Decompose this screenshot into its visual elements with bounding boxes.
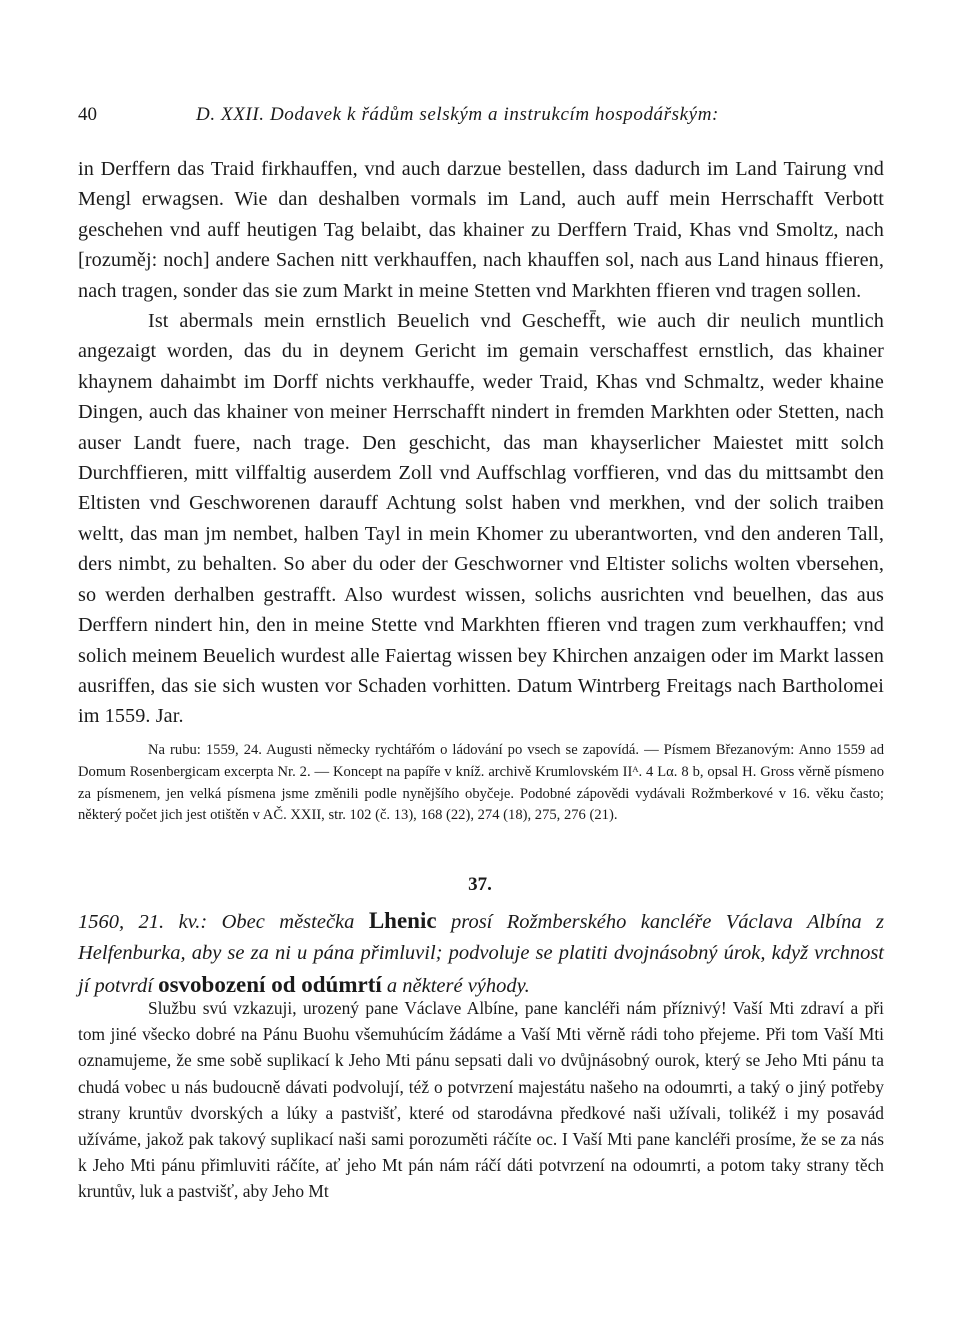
regest-text: a některé výhody. <box>381 975 530 997</box>
paragraph: Ist abermals mein ernstlich Beuelich vnd Gescheff̄t, wie auch dir neulich muntlich angezaigt worden, das du in deynem Gericht im gemain verschaffest ernstlich, das khainer khaynem dahaimbt im Dorff nichts verkhauffe, weder Traid, Khas vnd Schmaltz, weder khaine Dingen, auch das khainer von meiner Herrschafft nindert in fremden Markhten oder Stetten, nach auser Landt fuere, nach trage. Den geschicht, das man khayserlicher Maiestet mitt solch Durchffieren, mitt vilffaltig auserdem Zoll vnd Auffschlag vorffieren, vnd das du mittsambt den Eltisten vnd Geschworenen darauff Achtung solst haben vnd merkhen, vnd der solich traiben weltt, das man jm nembet, halben Tayl in mein Khomer zu uberantworten, vnd den anderen Tall, ders nimbt, zu behalten. So aber du oder der Geschworner vnd Eltister solichs wolten vbersehen, so werden derhalben gestrafft. Also wurdest wissen, solichs ausrichten vnd beuelhen, das aus Derffern nindert hin, den in meine Stette vnd Markhten ffieren vnd tragen zum verkhauffen; vnd solich meinem Beuelich wurdest alle Faiertag wissen bey Khirchen anzaigen oder im Markt lassen ausriffen, das sie sich wusten vor Schaden vorhitten. Datum Wintrberg Freitags nach Bartholomei im 1559. Jar. <box>78 310 884 728</box>
document-number: 37. <box>468 874 492 895</box>
charter-text <box>78 995 884 1205</box>
document-regest <box>78 905 884 1002</box>
page-header <box>78 104 884 132</box>
charter-body: Službu svú vzkazuji, urozený pane Václave Albíne, pane kancléři nám příznivý! Vaší Mti zdraví a při tom jiné všecko dobré na Pánu Buohu všemuhúcím žádáme a Vaší Mti věrně rádi toho přejeme. Při tom Vaší Mti oznamujeme, že sme sobě suplikací k Jeho Mti pánu sepsati dali vo dvůjnásobný ourok, který se Jeho Mti pánu ta chudá vobec u nás budoucně dávati podvolují, též o potvrzení majestátu našeho na odoumrti, a taký o jiný potřeby strany kruntův dvorských a lúky a pastvišť, které od starodávna předkové naši užívali, tolikéž i my posavád užíváme, jakož pak takový suplikací naši sami porozuměti ráčíte oc. I Vaší Mti pane kancléři prosíme, že se za nás k Jeho Mti pánu přimluviti ráčíte, ať jeho Mt pán nám ráčí dáti potvrzení na odoumrti, a potom taky strany těch kruntův, luk a pastvišť, aby Jeho Mt <box>78 998 884 1202</box>
regest-text: 1560, 21. kv.: Obec městečka <box>78 911 369 933</box>
main-text <box>78 154 884 732</box>
footnote <box>78 740 884 827</box>
page-number: 40 <box>78 104 97 125</box>
regest-place-name: Lhenic <box>368 908 437 933</box>
running-head: D. XXII. Dodavek k řádům selským a instrukcím hospodářským: <box>196 104 719 125</box>
footnote-text: Na rubu: 1559, 24. Augusti německy rychtářóm o ládování po vsech se zapovídá. — Písmem Březanovým: Anno 1559 ad Domum Rosenbergicam excerpta Nr. 2. — Koncept na papíře v kníž. archivě Krumlovském IIᴬ. 4 Lα. 8 b, opsal H. Gross věrně písmeno za písmenem, jen velká písmena jsme změnili podle nynějšího obyčeje. Podobné zápovědi vydávali Rožmberkové v 16. věku často; některý počet jich jest otištěn v AČ. XXII, str. 102 (č. 13), 168 (22), 274 (18), 275, 276 (21). <box>78 742 884 824</box>
paragraph: in Derffern das Traid firkhauffen, vnd auch darzue bestellen, dass dadurch im Land Tairung vnd Mengl erwagsen. Wie dan deshalben vormals im Land, auch auff mein Herrschafft Verbott geschehen vnd auff heutigen Tag belaibt, das khainer zu Derffern Traid, Khas vnd Smoltz, nach [rozuměj: noch] andere Sachen nitt verkhauffen, nach khauffen sol, nach aus Land hinaus ffieren, nach tragen, sonder das sie zum Markt in meine Stetten vnd Markhten ffieren vnd tragen sollen. <box>78 158 884 302</box>
regest-emphasis: osvobození od odúmrtí <box>158 972 382 997</box>
regest-text: prosí Rožmberského kancléře Václava Albína z Helfenburka, aby se za ni u pána přimluvil; podvoluje se platiti dvojnásobný úrok, když vrchnost jí potvrdí <box>78 911 884 997</box>
